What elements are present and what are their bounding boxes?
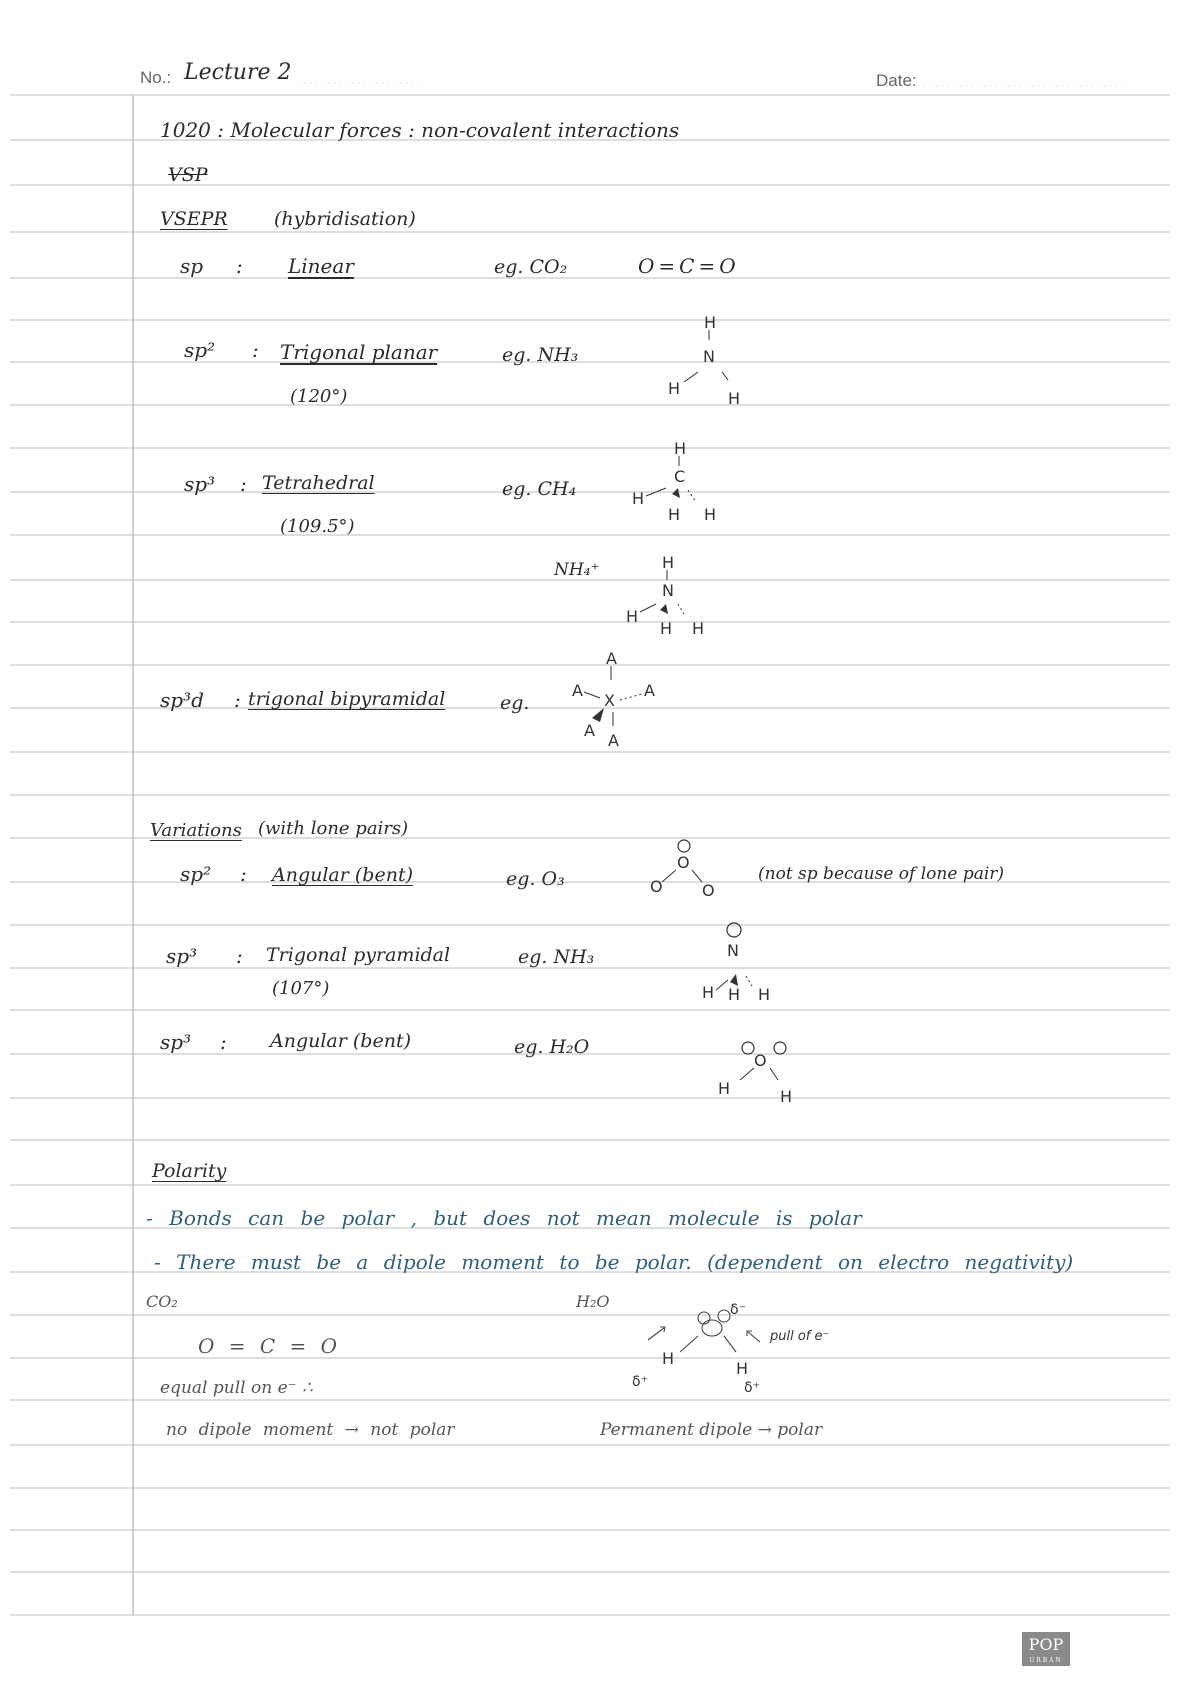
o3-bent-diagram	[640, 838, 730, 908]
atom-h-left: H	[702, 983, 715, 1002]
delta-plus-label-left: δ⁺	[632, 1374, 648, 1390]
co2-note-line1: equal pull on e⁻ ∴	[160, 1378, 313, 1398]
sp3d-shape: trigonal bipyramidal	[248, 688, 446, 710]
sp2-shape: Trigonal planar	[280, 340, 438, 364]
lecture-number: Lecture 2	[184, 60, 292, 85]
var1-note: (not sp because of lone pair)	[758, 864, 1005, 884]
sp2-hybrid: sp²	[184, 338, 216, 362]
var2-hybrid: sp³	[166, 944, 198, 968]
delta-plus-label-right: δ⁺	[744, 1380, 760, 1396]
atom-h-right: H	[736, 1359, 749, 1378]
wedge-bond	[672, 488, 680, 498]
logo-text: POP	[1028, 1635, 1064, 1654]
sp3-example: eg. CH₄	[502, 478, 577, 500]
nh3-pyramidal-diagram	[696, 920, 796, 1010]
ch4-tetrahedral-diagram	[626, 440, 736, 530]
atom-o-left: O	[650, 877, 663, 896]
var2-angle: (107°)	[272, 978, 330, 999]
vsepr-subheading: (hybridisation)	[274, 208, 416, 230]
atom-h-front: H	[668, 505, 681, 524]
var1-hybrid: sp²	[180, 862, 212, 886]
lone-pair-icon	[727, 923, 741, 937]
sp3d-example: eg.	[500, 692, 530, 714]
atom-h-front: H	[660, 619, 673, 638]
sp2-example: eg. NH₃	[502, 344, 579, 366]
sp-shape: Linear	[288, 254, 354, 278]
sp-hybrid: sp	[180, 254, 204, 278]
atom-h-left: H	[718, 1079, 731, 1098]
atom-h-top: H	[662, 553, 675, 572]
var3-hybrid: sp³	[160, 1030, 192, 1054]
h2o-bent-diagram	[704, 1040, 804, 1110]
no-label: No.:	[140, 68, 172, 87]
lone-pair-icon	[742, 1042, 754, 1054]
polarity-point-2: - There must be a dipole moment to be polar. (dependent on electro negativity)	[154, 1250, 1074, 1274]
wedge-bond	[592, 708, 604, 722]
var1-shape: Angular (bent)	[272, 864, 413, 886]
atom-a-top: A	[606, 649, 617, 668]
var2-colon: :	[236, 944, 243, 968]
sp3-shape: Tetrahedral	[262, 472, 375, 494]
nh4-tetrahedral-diagram	[622, 552, 732, 642]
sp3d-hybrid: sp³d	[160, 688, 204, 712]
var3-colon: :	[220, 1030, 227, 1054]
sp3-colon: :	[240, 472, 247, 496]
sp2-angle: (120°)	[290, 386, 348, 407]
var3-example: eg. H₂O	[514, 1036, 590, 1058]
sp-colon: :	[236, 254, 243, 278]
logo-subtext: URBAN	[1029, 1657, 1063, 1664]
co2-note-line2: no dipole moment → not polar	[166, 1420, 455, 1440]
atom-h-front: H	[728, 985, 741, 1004]
sp3-angle: (109.5°)	[280, 516, 355, 537]
atom-h-left: H	[662, 1349, 675, 1368]
atom-h-back: H	[704, 505, 717, 524]
atom-o-right: O	[702, 881, 715, 900]
delta-minus-label: δ⁻	[730, 1302, 746, 1318]
notebook-brand-logo	[1022, 1632, 1070, 1666]
atom-h-top: H	[704, 313, 717, 332]
atom-a-bottom: A	[608, 731, 619, 750]
nh4-example: NH₄⁺	[554, 560, 600, 580]
atom-n: N	[703, 347, 715, 366]
sp3-hybrid: sp³	[184, 472, 216, 496]
sp-example: eg. CO₂	[494, 256, 568, 278]
co2-structure: O=C=O	[638, 254, 740, 278]
var1-example: eg. O₃	[506, 868, 565, 890]
var3-shape: Angular (bent)	[270, 1030, 411, 1052]
atom-a-front: A	[584, 721, 595, 740]
pull-of-electrons-note: pull of e⁻	[770, 1329, 830, 1344]
atom-x-center: X	[604, 691, 615, 710]
atom-c: C	[674, 467, 686, 486]
atom-h-left: H	[632, 489, 645, 508]
var2-shape: Trigonal pyramidal	[266, 944, 451, 966]
h2o-conclusion: Permanent dipole → polar	[600, 1420, 823, 1440]
co2-polarity-structure: O = C = O	[198, 1334, 342, 1358]
lone-pair-icon	[678, 840, 690, 852]
crossed-word: VSP	[168, 164, 208, 186]
polarity-heading: Polarity	[152, 1160, 227, 1182]
sp2-colon: :	[252, 338, 259, 362]
vsepr-heading: VSEPR	[160, 208, 228, 230]
trigonal-bipyramidal-diagram	[566, 650, 686, 760]
atom-h-right: H	[780, 1087, 793, 1106]
wedge-bond	[660, 604, 668, 614]
var2-example: eg. NH₃	[518, 946, 595, 968]
date-label: Date:	[876, 71, 917, 90]
atom-h-back: H	[758, 985, 771, 1004]
atom-a-left: A	[572, 681, 583, 700]
co2-label: CO₂	[146, 1292, 178, 1311]
atom-h-top: H	[674, 439, 687, 458]
h2o-dipole-diagram	[620, 1300, 840, 1410]
atom-h-left: H	[668, 379, 681, 398]
atom-o: O	[754, 1051, 767, 1070]
atom-h-right: H	[728, 389, 741, 408]
nh3-planar-diagram	[660, 312, 740, 412]
atom-h-left: H	[626, 607, 639, 626]
sp3d-colon: :	[234, 688, 241, 712]
h2o-label: H₂O	[576, 1292, 610, 1311]
atom-o-center: O	[677, 853, 690, 872]
variations-heading: Variations	[150, 820, 242, 841]
atom-a-right: A	[644, 681, 655, 700]
topic-line: 1020 : Molecular forces : non-covalent interactions	[160, 118, 680, 142]
atom-h-back: H	[692, 619, 705, 638]
var1-colon: :	[240, 862, 247, 886]
variations-subheading: (with lone pairs)	[258, 818, 409, 839]
atom-n: N	[727, 941, 739, 960]
lone-pair-icon	[774, 1042, 786, 1054]
polarity-point-1: - Bonds can be polar , but does not mean molecule is polar	[146, 1206, 862, 1230]
atom-n: N	[662, 581, 674, 600]
